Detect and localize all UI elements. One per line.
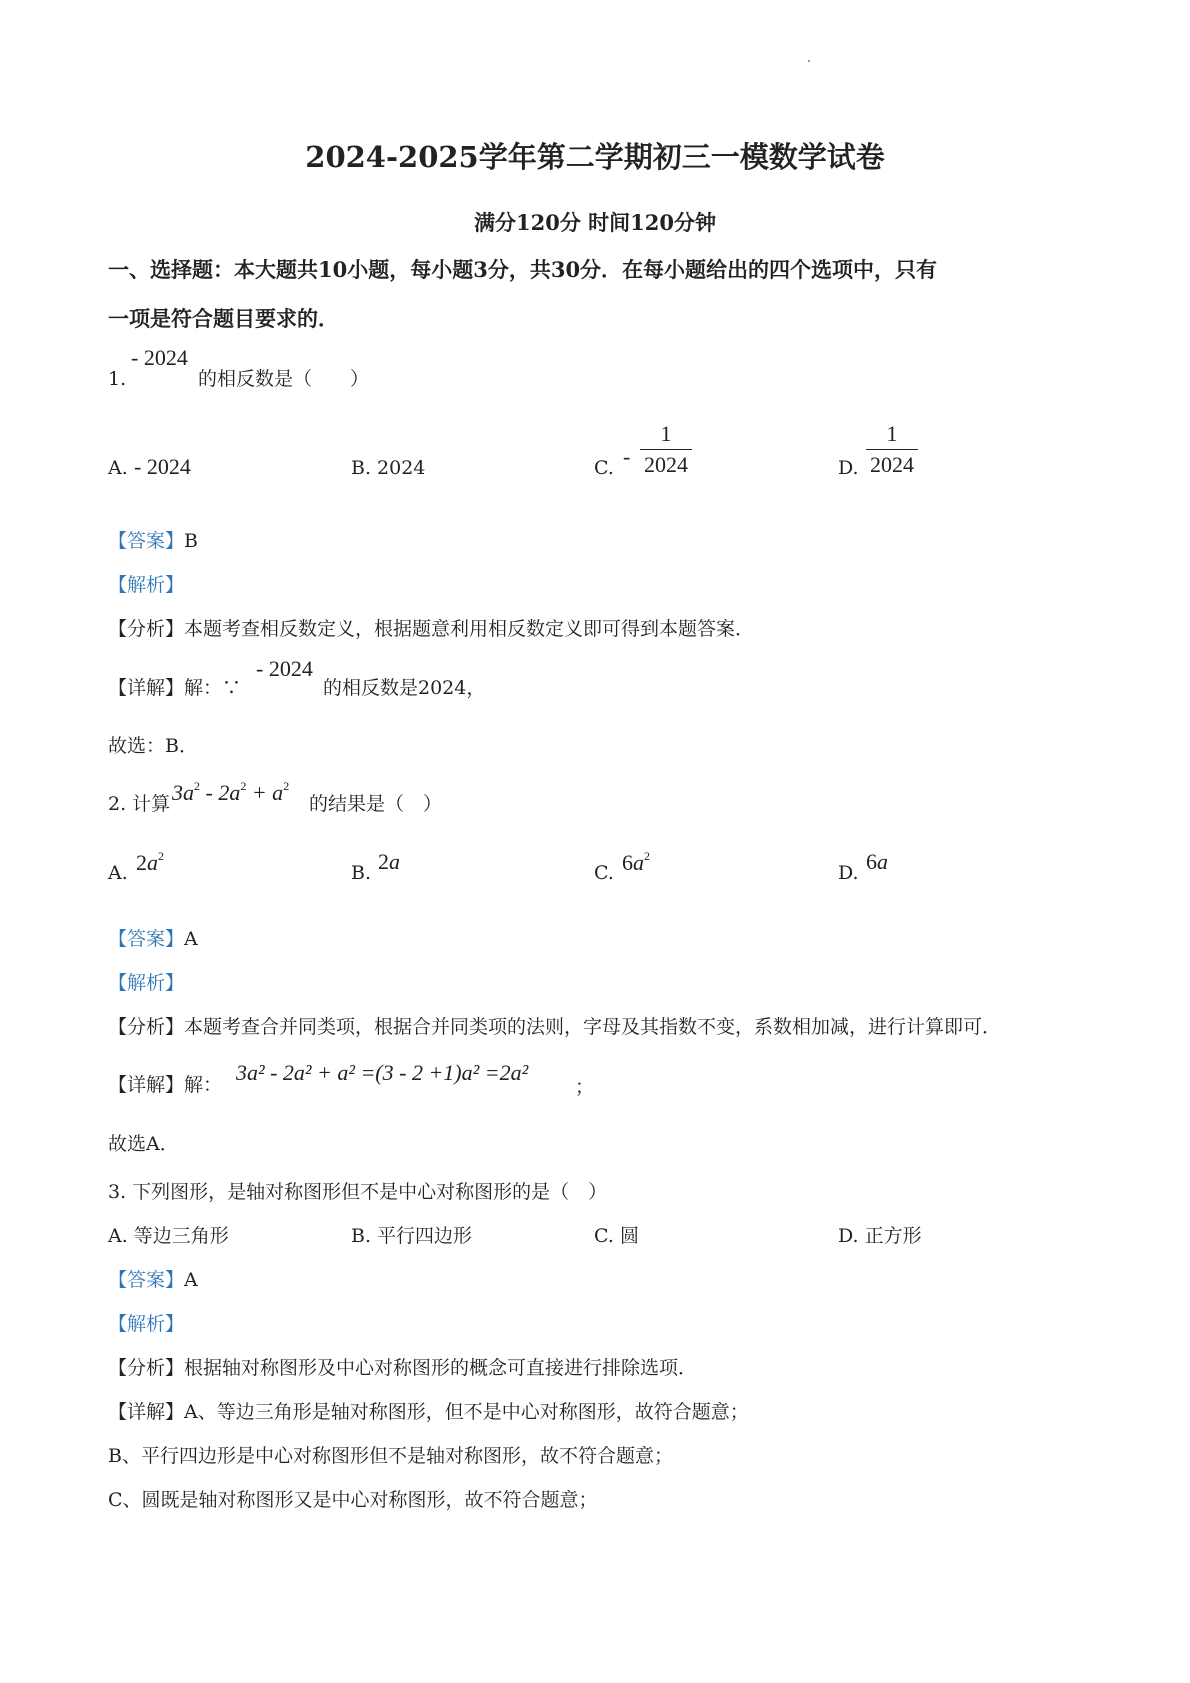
q2-option-b-label: B. — [351, 862, 372, 884]
q2-option-a-value: $2a^2$ — [136, 849, 164, 875]
q1-number: 1. — [108, 368, 127, 390]
q3-option-d: D. 正方形 — [838, 1225, 922, 1247]
q1-option-c-label: C. — [594, 457, 614, 479]
answer-tag: 【答案】 — [108, 1269, 185, 1291]
fenxi-tag: 【分析】 — [108, 1357, 185, 1379]
xiangjie-tag: 【详解】 — [108, 677, 185, 699]
section-heading-line2: 一项是符合题目要求的． — [108, 306, 339, 331]
q3-option-c: C. 圆 — [594, 1225, 639, 1247]
q2-option-d-label: D. — [838, 862, 859, 884]
xiangjie-tag: 【详解】 — [108, 1074, 185, 1096]
q1-option-a-value: - 2024 — [134, 454, 191, 479]
q2-stem: 的结果是（ ） — [309, 793, 443, 815]
q1-stem: 的相反数是（ ） — [198, 368, 370, 390]
answer-tag: 【答案】 — [108, 928, 185, 950]
q1-option-c-sign: - — [623, 444, 631, 469]
q2-term-1: 3a — [172, 780, 194, 805]
xiangjie-text: 解： — [184, 1074, 223, 1096]
q1-xiangjie-expression: - 2024 — [256, 656, 313, 681]
q1-xiangjie — [108, 677, 241, 700]
q1-option-d-fraction — [866, 421, 918, 478]
q3-line-c: C、圆既是轴对称图形又是中心对称图形，故不符合题意； — [108, 1489, 598, 1511]
answer-value: A — [184, 1269, 198, 1291]
q3-line-b: B、平行四边形是中心对称图形但不是轴对称图形，故不符合题意； — [108, 1445, 673, 1467]
fenxi-tag: 【分析】 — [108, 618, 185, 640]
fraction-bar — [640, 449, 692, 450]
q2-answer — [108, 928, 198, 951]
q3-analysis-tag: 【解析】 — [108, 1313, 185, 1335]
q2-term-2: - 2a — [200, 780, 241, 805]
section-heading-line1: 一、选择题：本大题共10小题，每小题3分，共30分．在每小题给出的四个选项中，只有 — [108, 257, 938, 282]
xiangjie-text: A、等边三角形是轴对称图形，但不是中心对称图形，故符合题意； — [184, 1401, 749, 1423]
q3-stem: 3. 下列图形，是轴对称图形但不是中心对称图形的是（ ） — [108, 1181, 608, 1203]
q2-number: 2. 计算 — [108, 793, 171, 815]
q2-analysis-tag: 【解析】 — [108, 972, 185, 994]
q2-option-b-value: 2a — [378, 849, 400, 874]
q1-option-b: B. 2024 — [351, 457, 426, 479]
answer-value: A — [184, 928, 198, 950]
q2-option-a-label: A. — [108, 862, 128, 884]
q1-choice: 故选：B． — [108, 735, 198, 757]
scan-speck — [808, 60, 810, 62]
q1-option-a-label: A. — [108, 457, 128, 479]
fraction-bar — [866, 449, 918, 450]
fenxi-text: 根据轴对称图形及中心对称图形的概念可直接进行排除选项． — [184, 1357, 698, 1379]
q1-answer — [108, 530, 198, 553]
q3-answer — [108, 1269, 198, 1292]
q2-choice: 故选A． — [108, 1133, 179, 1155]
q1-option-d-label: D. — [838, 457, 859, 479]
page-title: 2024-2025学年第二学期初三一模数学试卷 — [305, 140, 885, 174]
q1-option-c-numerator: 1 — [660, 421, 672, 446]
xiangjie-text: 解：∵ — [184, 677, 242, 699]
q1-option-c-fraction — [640, 421, 692, 478]
q3-option-b: B. 平行四边形 — [351, 1225, 473, 1247]
q2-option-c-label: C. — [594, 862, 614, 884]
q2-option-c-value: $6a^2$ — [622, 849, 650, 875]
q2-term-3: + a — [246, 780, 284, 805]
q2-fenxi — [108, 1016, 1001, 1039]
q3-xiangjie — [108, 1401, 749, 1424]
xiangjie-tag: 【详解】 — [108, 1401, 185, 1423]
q1-expression: - 2024 — [131, 345, 188, 370]
q1-xiangjie-post: 的相反数是2024， — [323, 677, 486, 699]
answer-tag: 【答案】 — [108, 530, 185, 552]
fenxi-tag: 【分析】 — [108, 1016, 185, 1038]
q1-fenxi — [108, 618, 754, 641]
q3-fenxi — [108, 1357, 697, 1380]
q3-option-a: A. 等边三角形 — [108, 1225, 229, 1247]
q2-expression: $3a^2 - 2a^2 + a^2$ — [172, 779, 290, 805]
q2-xiangjie — [108, 1074, 222, 1097]
answer-value: B — [184, 530, 198, 552]
q1-option-c-denominator: 2024 — [644, 452, 688, 477]
q2-calculation: 3a² - 2a² + a² =(3 - 2 +1)a² =2a² — [236, 1060, 529, 1085]
q1-option-d-numerator: 1 — [886, 421, 898, 446]
fenxi-text: 本题考查合并同类项，根据合并同类项的法则，字母及其指数不变，系数相加减，进行计算即可． — [184, 1016, 1002, 1038]
q2-option-d-value: 6a — [866, 849, 888, 874]
q1-analysis-tag: 【解析】 — [108, 574, 185, 596]
q2-calculation-end: ； — [575, 1076, 595, 1098]
fenxi-text: 本题考查相反数定义，根据题意利用相反数定义即可得到本题答案． — [184, 618, 755, 640]
q1-option-d-denominator: 2024 — [870, 452, 914, 477]
page-subtitle: 满分120分 时间120分钟 — [474, 210, 716, 235]
